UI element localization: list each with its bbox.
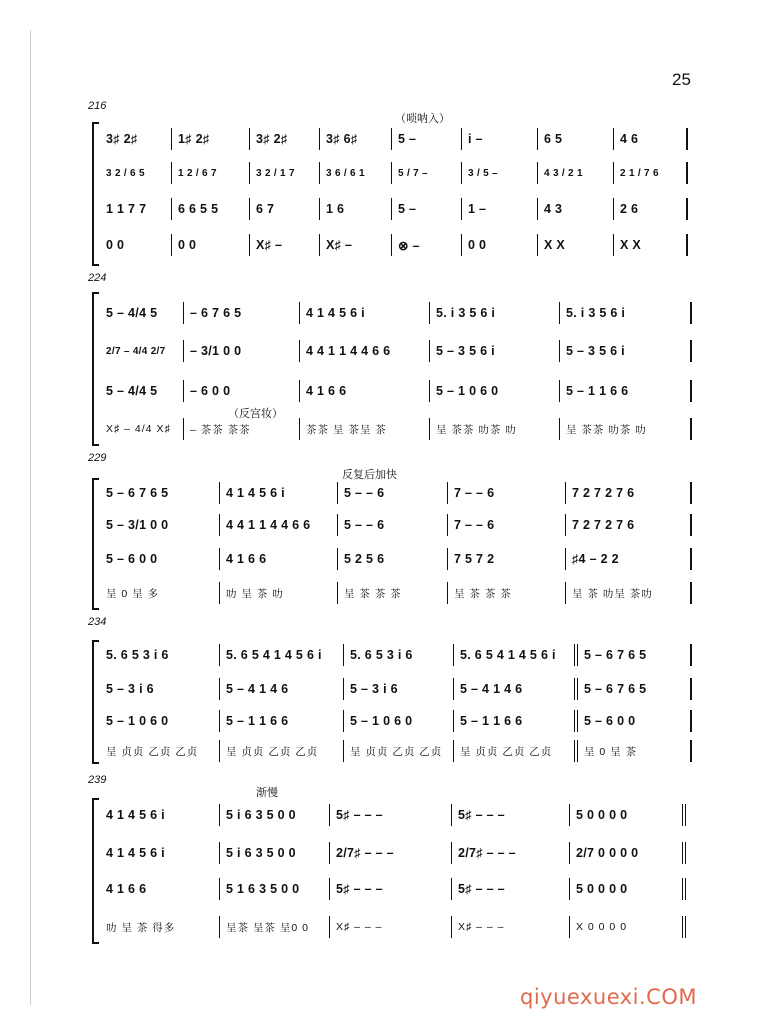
system-brace [92,122,99,266]
measure: 5 – 4/4 5 [100,302,184,324]
measure: 5. 6 5 3 i 6 [100,644,220,666]
measure: 5♯ – – – [452,804,570,826]
measure: 茶茶 呈 茶呈 茶 [300,418,430,440]
measure: 呈 茶 茶 茶 [448,582,566,604]
measure: 7 2 7 2 7 6 [566,482,692,504]
measure: 呈 茶茶 叻茶 叻 [560,418,692,440]
measure: 0 0 [172,234,250,256]
measure: 5 – 4 1 4 6 [454,678,578,700]
measure: 3 2 / 1 7 [250,162,320,184]
staff-row [100,234,692,256]
staff-row [100,804,692,826]
measure: 4 4 1 1 4 4 6 6 [300,340,430,362]
measure: 叻 呈 茶 得多 [100,916,220,938]
measure: 5. 6 5 4 1 4 5 6 i [454,644,578,666]
measure: 5 – 1 1 6 6 [560,380,692,402]
measure: 呈 0 呈 多 [100,582,220,604]
annotation: 渐慢 [256,787,278,799]
measure: 3 6 / 6 1 [320,162,392,184]
annotation: 反复后加快 [342,469,397,481]
staff-row [100,548,692,570]
system-brace [92,640,99,764]
staff-row [100,380,692,402]
measure: 5. 6 5 4 1 4 5 6 i [220,644,344,666]
measure: X 0 0 0 0 [570,916,686,938]
measure: 3 / 5 – [462,162,538,184]
measure: 1 6 [320,198,392,220]
measure: X♯ – [320,234,392,256]
watermark-text: qiyuexuexi.COM [520,985,697,1009]
measure: 4 1 6 6 [220,548,338,570]
measure-number: 234 [88,616,107,628]
measure: 6 7 [250,198,320,220]
measure: 4 1 4 5 6 i [220,482,338,504]
measure: 1 1 7 7 [100,198,172,220]
measure: 呈茶 呈茶 呈0 0 [220,916,330,938]
measure: 5♯ – – – [452,878,570,900]
measure: 5. i 3 5 6 i [560,302,692,324]
measure: 5 – 6 7 6 5 [578,644,692,666]
measure: 5 – 1 0 6 0 [430,380,560,402]
page-number: 25 [672,70,691,89]
measure: 5 – [392,198,462,220]
measure: 5 2 5 6 [338,548,448,570]
measure: 4 1 6 6 [100,878,220,900]
measure: 7 – – 6 [448,514,566,536]
measure: 呈 贞贞 乙贞 乙贞 [100,740,220,762]
measure: 2/7♯ – – – [452,842,570,864]
measure: 呈 0 呈 茶 [578,740,692,762]
measure: X X [614,234,688,256]
staff-row [100,198,692,220]
system-brace [92,292,99,446]
measure: X♯ – 4/4 X♯ [100,418,184,440]
measure: 6 5 [538,128,614,150]
staff-row [100,302,692,324]
system-brace [92,798,99,944]
measure: 5 i 6 3 5 0 0 [220,804,330,826]
measure-number: 216 [88,100,107,112]
staff-row [100,340,692,362]
measure: 4 3 / 2 1 [538,162,614,184]
measure: X♯ – – – [452,916,570,938]
measure: 2/7 – 4/4 2/7 [100,340,184,362]
measure-number: 229 [88,452,107,464]
measure: 3♯ 2♯ [250,128,320,150]
staff-row [100,514,692,536]
measure: i – [462,128,538,150]
measure: X♯ – – – [330,916,452,938]
measure: 5 – – 6 [338,482,448,504]
measure: 5 1 6 3 5 0 0 [220,878,330,900]
measure: – 茶茶 茶茶 [184,418,300,440]
measure: – 6 0 0 [184,380,300,402]
measure: 5 – 3 i 6 [344,678,454,700]
measure: 4 3 [538,198,614,220]
staff-row [100,482,692,504]
system-brace [92,478,99,610]
measure: 呈 茶 叻呈 茶叻 [566,582,692,604]
measure: 5 – [392,128,462,150]
measure: 呈 贞贞 乙贞 乙贞 [220,740,344,762]
staff-row [100,128,692,150]
measure: 7 2 7 2 7 6 [566,514,692,536]
measure: 0 0 [100,234,172,256]
measure: ♯4 – 2 2 [566,548,692,570]
staff-row [100,418,692,440]
measure: – 6 7 6 5 [184,302,300,324]
measure: 呈 茶 茶 茶 [338,582,448,604]
measure: – 3/1 0 0 [184,340,300,362]
measure: 5 – 1 0 6 0 [100,710,220,732]
measure-number: 224 [88,272,107,284]
measure: 5♯ – – – [330,878,452,900]
measure-number: 239 [88,774,107,786]
measure: 2/7 0 0 0 0 [570,842,686,864]
measure: 1 2 / 6 7 [172,162,250,184]
measure: 5 – 6 0 0 [578,710,692,732]
measure: 2 6 [614,198,688,220]
staff-row [100,916,692,938]
annotation: （反宫妆） [228,408,283,420]
measure: 2 1 / 7 6 [614,162,688,184]
annotation: （唢呐入） [395,113,450,125]
measure: 呈 贞贞 乙贞 乙贞 [454,740,578,762]
measure: 叻 呈 茶 叻 [220,582,338,604]
measure: 5 – 6 7 6 5 [100,482,220,504]
measure: 4 6 [614,128,688,150]
measure: 5 i 6 3 5 0 0 [220,842,330,864]
measure: 3♯ 2♯ [100,128,172,150]
measure: 4 1 4 5 6 i [300,302,430,324]
measure: 5 – 1 0 6 0 [344,710,454,732]
measure: 5 – 6 0 0 [100,548,220,570]
measure: 5 – – 6 [338,514,448,536]
staff-row [100,842,692,864]
measure: 5 – 6 7 6 5 [578,678,692,700]
measure: 5. i 3 5 6 i [430,302,560,324]
staff-row [100,162,692,184]
measure: 呈 茶茶 叻茶 叻 [430,418,560,440]
staff-row [100,678,692,700]
measure: 3 2 / 6 5 [100,162,172,184]
measure: X X [538,234,614,256]
measure: 1♯ 2♯ [172,128,250,150]
measure: 4 1 6 6 [300,380,430,402]
measure: 7 5 7 2 [448,548,566,570]
measure: 3♯ 6♯ [320,128,392,150]
staff-row [100,740,692,762]
measure: 0 0 [462,234,538,256]
measure: 5 – 3 5 6 i [430,340,560,362]
measure: 5 – 1 1 6 6 [454,710,578,732]
measure: 6 6 5 5 [172,198,250,220]
measure: 1 – [462,198,538,220]
measure: 4 1 4 5 6 i [100,842,220,864]
measure: 2/7♯ – – – [330,842,452,864]
measure: 5 – 4/4 5 [100,380,184,402]
staff-row [100,582,692,604]
page-margin-line [30,30,31,1005]
measure: 5 0 0 0 0 [570,804,686,826]
measure: 5 – 1 1 6 6 [220,710,344,732]
measure: 5 / 7 – [392,162,462,184]
staff-row [100,710,692,732]
measure: 5 0 0 0 0 [570,878,686,900]
measure: 5 – 3/1 0 0 [100,514,220,536]
measure: 5♯ – – – [330,804,452,826]
measure: 5 – 4 1 4 6 [220,678,344,700]
measure: X♯ – [250,234,320,256]
measure: 5 – 3 5 6 i [560,340,692,362]
measure: 4 4 1 1 4 4 6 6 [220,514,338,536]
measure: 7 – – 6 [448,482,566,504]
measure: ⊗ – [392,234,462,256]
staff-row [100,878,692,900]
measure: 5. 6 5 3 i 6 [344,644,454,666]
measure: 呈 贞贞 乙贞 乙贞 [344,740,454,762]
measure: 4 1 4 5 6 i [100,804,220,826]
measure: 5 – 3 i 6 [100,678,220,700]
staff-row [100,644,692,666]
